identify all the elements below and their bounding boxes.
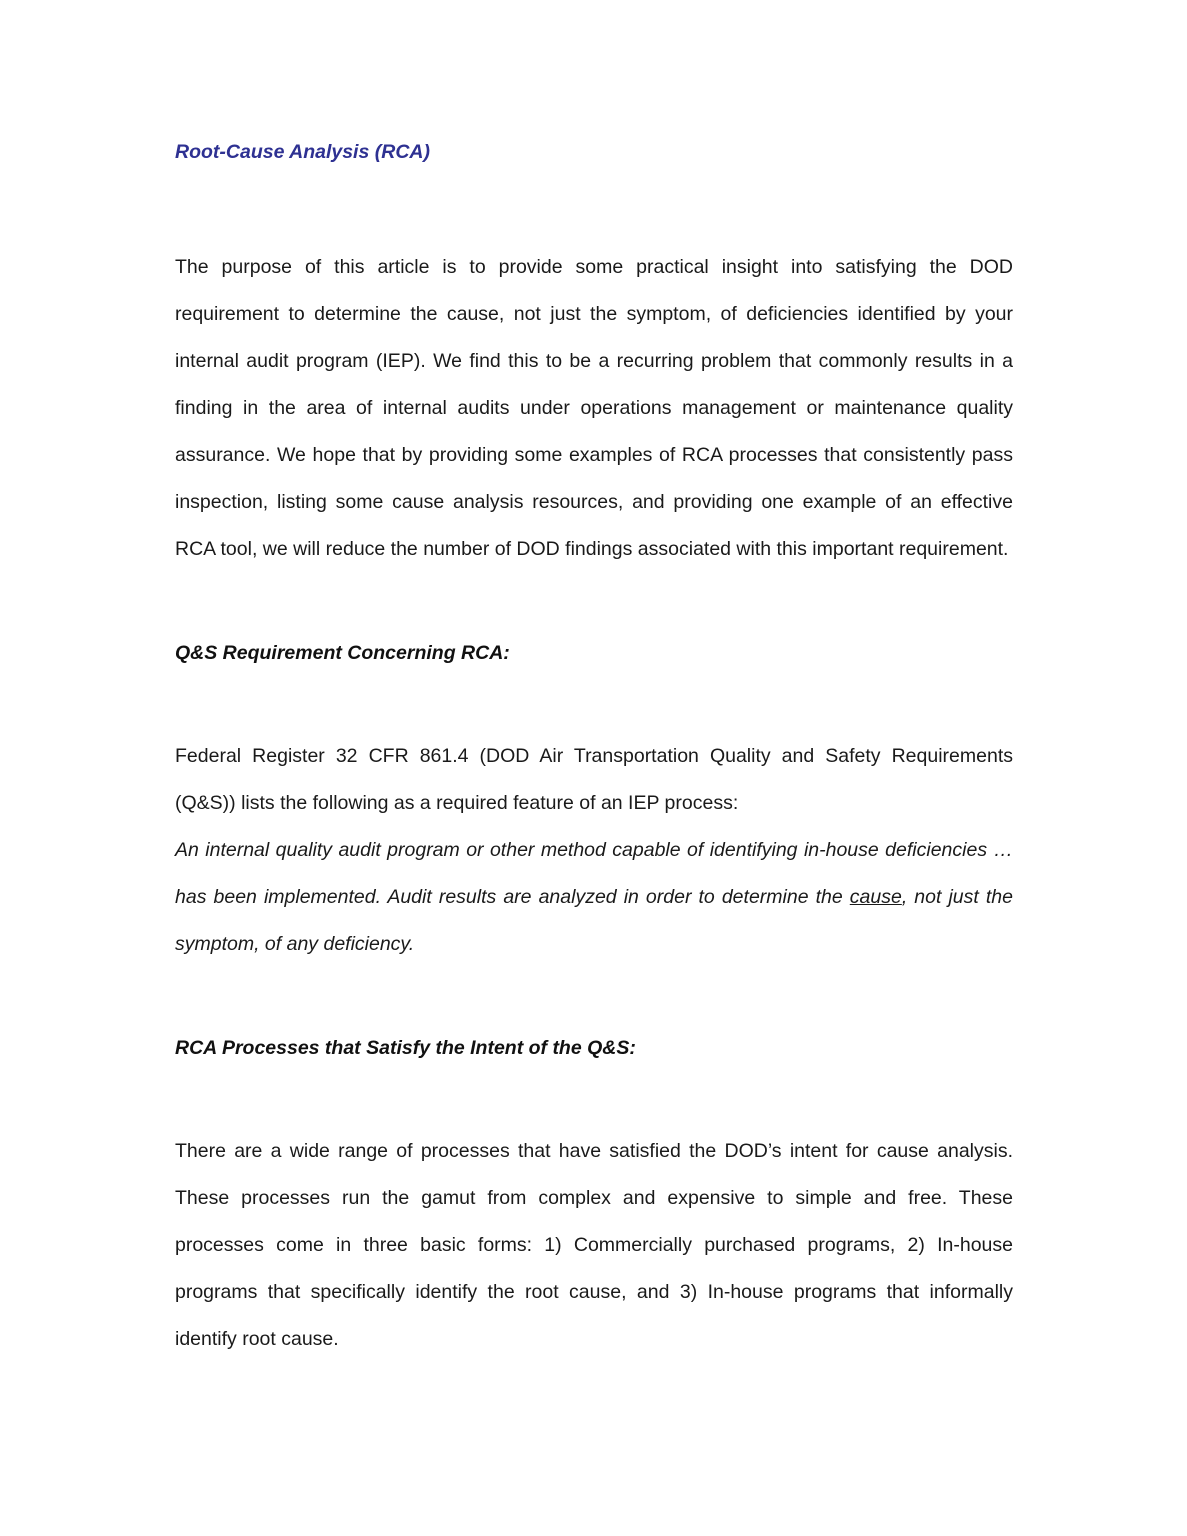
spacer bbox=[175, 1062, 1013, 1128]
section-heading-rca-processes: RCA Processes that Satisfy the Intent of the Q&S: bbox=[175, 1037, 636, 1059]
requirement-quote bbox=[175, 827, 1013, 968]
section-paragraph-processes: There are a wide range of processes that have satisfied the DOD’s intent for cause analysis. These processes run the gamut from complex and expensive to simple and free. These processes come in three basic forms: 1) Commercially purchased programs, 2) In-house programs that specifically identify the root cause, and 3) In-house programs that informally identify root cause. bbox=[175, 1140, 1013, 1350]
quote-underlined-word: cause bbox=[849, 886, 902, 908]
intro-paragraph: The purpose of this article is to provide some practical insight into satisfying the DOD requirement to determine the cause, not just the symptom, of deficiencies identified by your internal audit program (IEP). We find this to be a recurring problem that commonly results in a finding in the area of internal audits under operations management or maintenance quality assurance. We hope that by providing some examples of RCA processes that consistently pass inspection, listing some cause analysis resources, and providing one example of an effective RCA tool, we will reduce the number of DOD findings associated with this important requirement. bbox=[175, 256, 1013, 560]
quote-text-before: An internal quality audit program or other method capable of identifying in-house deficiencies … has been implemented. Audit results are analyzed in order to determine the bbox=[175, 839, 1013, 908]
section-heading-qs-requirement: Q&S Requirement Concerning RCA: bbox=[175, 642, 510, 664]
spacer bbox=[175, 573, 1013, 639]
spacer bbox=[175, 968, 1013, 1034]
document-title: Root-Cause Analysis (RCA) bbox=[175, 141, 430, 163]
quote-text-after: , not just the symptom, of any deficiency. bbox=[175, 886, 1013, 955]
spacer bbox=[175, 166, 1013, 244]
document-page bbox=[175, 138, 1013, 1363]
section-paragraph-federal-register: Federal Register 32 CFR 861.4 (DOD Air Transportation Quality and Safety Requirements (Q&S)) lists the following as a required feature of an IEP process: bbox=[175, 745, 1013, 814]
spacer bbox=[175, 667, 1013, 733]
